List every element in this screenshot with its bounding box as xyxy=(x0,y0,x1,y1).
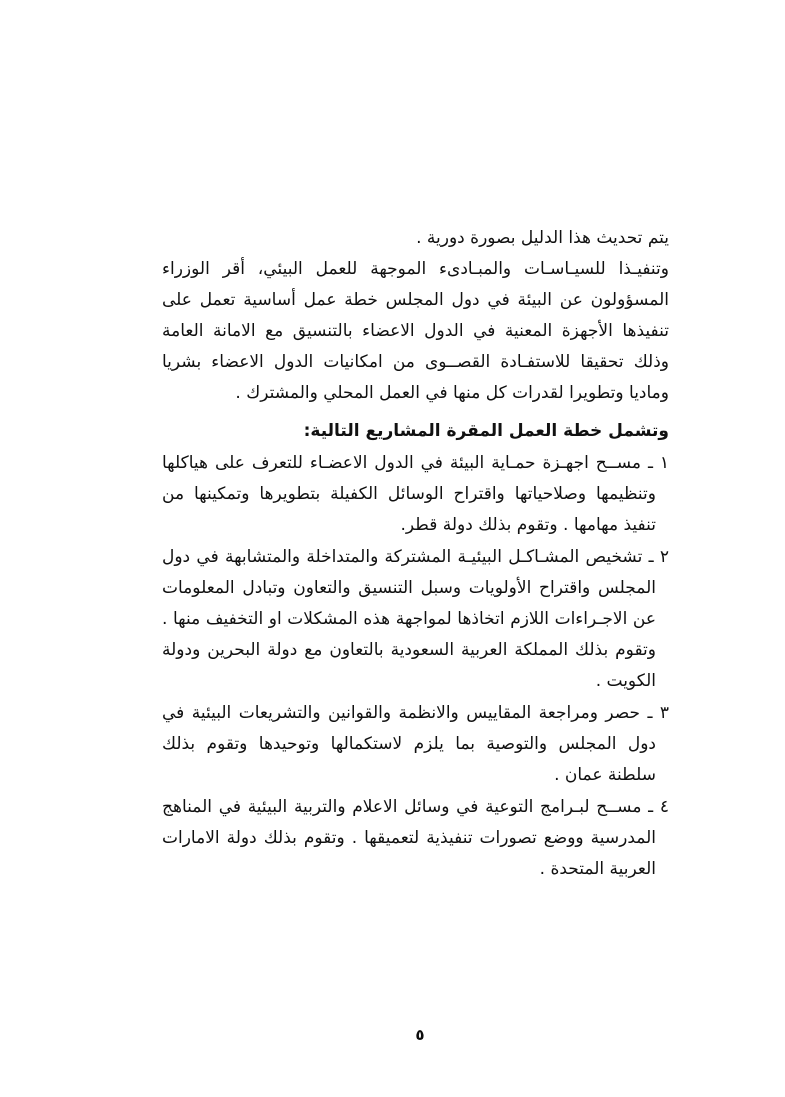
list-item-3-text: حصر ومراجعة المقاييس والانظمة والقوانين والتشريعات البيئية في دول المجلس والتوصية بما يلزم لاستكمالها وتوحيدها وتقوم بذلك سلطنة عمان . xyxy=(162,703,656,785)
numbered-list xyxy=(162,448,669,885)
list-item-1 xyxy=(162,448,669,541)
page-content xyxy=(162,223,669,885)
list-item-4-text: مســح لبـرامج التوعية في وسائل الاعلام والتربية البيئية في المناهج المدرسية ووضع تصورات تنفيذية لتعميقها . وتقوم بذلك دولة الامارات العربية المتحدة . xyxy=(162,797,656,879)
list-item-1-text: مســح اجهـزة حمـاية البيئة في الدول الاعضـاء للتعرف على هياكلها وتنظيمها وصلاحياتها واقتراح الوسائل الكفيلة بتطويرها وتمكينها من تنفيذ مهامها . وتقوم بذلك دولة قطر. xyxy=(162,453,656,535)
list-item-1-number: ١ ـ xyxy=(647,453,669,473)
intro-paragraph: يتم تحديث هذا الدليل بصورة دورية . xyxy=(416,228,669,248)
section-heading: وتشمل خطة العمل المقرة المشاريع التالية: xyxy=(303,421,669,441)
list-item-3-number: ٣ ـ xyxy=(647,703,670,723)
list-item-2-text: تشخيص المشـاكـل البيئيـة المشتركة والمتداخلة والمتشابهة في دول المجلس واقتراح الأولويات وسبل التنسيق والتعاون وتبادل المعلومات عن الاجـراءات اللازم اتخاذها لمواجهة هذه المشكلات او التخفيف منها . وتقوم بذلك المملكة العربية السعودية بالتعاون مع دولة البحرين ودولة الكويت . xyxy=(162,547,656,691)
list-item-3 xyxy=(162,698,669,791)
body-paragraph: وتنفيـذا للسيـاسـات والمبـادىء الموجهة للعمل البيئي، أقر الوزراء المسؤولون عن البيئة في دول المجلس خطة عمل أساسية تعمل على تنفيذها الأجهزة المعنية في الدول الاعضاء بالتنسيق مع الامانة العامة وذلك تحقيقا للاستفـادة القصــوى من امكانيات الدول الاعضاء بشريا وماديا وتطويرا لقدرات كل منها في العمل المحلي والمشترك . xyxy=(162,259,669,403)
list-item-2 xyxy=(162,542,669,697)
list-item-4 xyxy=(162,792,669,885)
list-item-2-number: ٢ ـ xyxy=(648,547,669,567)
page-number: ٥ xyxy=(415,1026,425,1044)
list-item-4-number: ٤ ـ xyxy=(648,797,670,817)
